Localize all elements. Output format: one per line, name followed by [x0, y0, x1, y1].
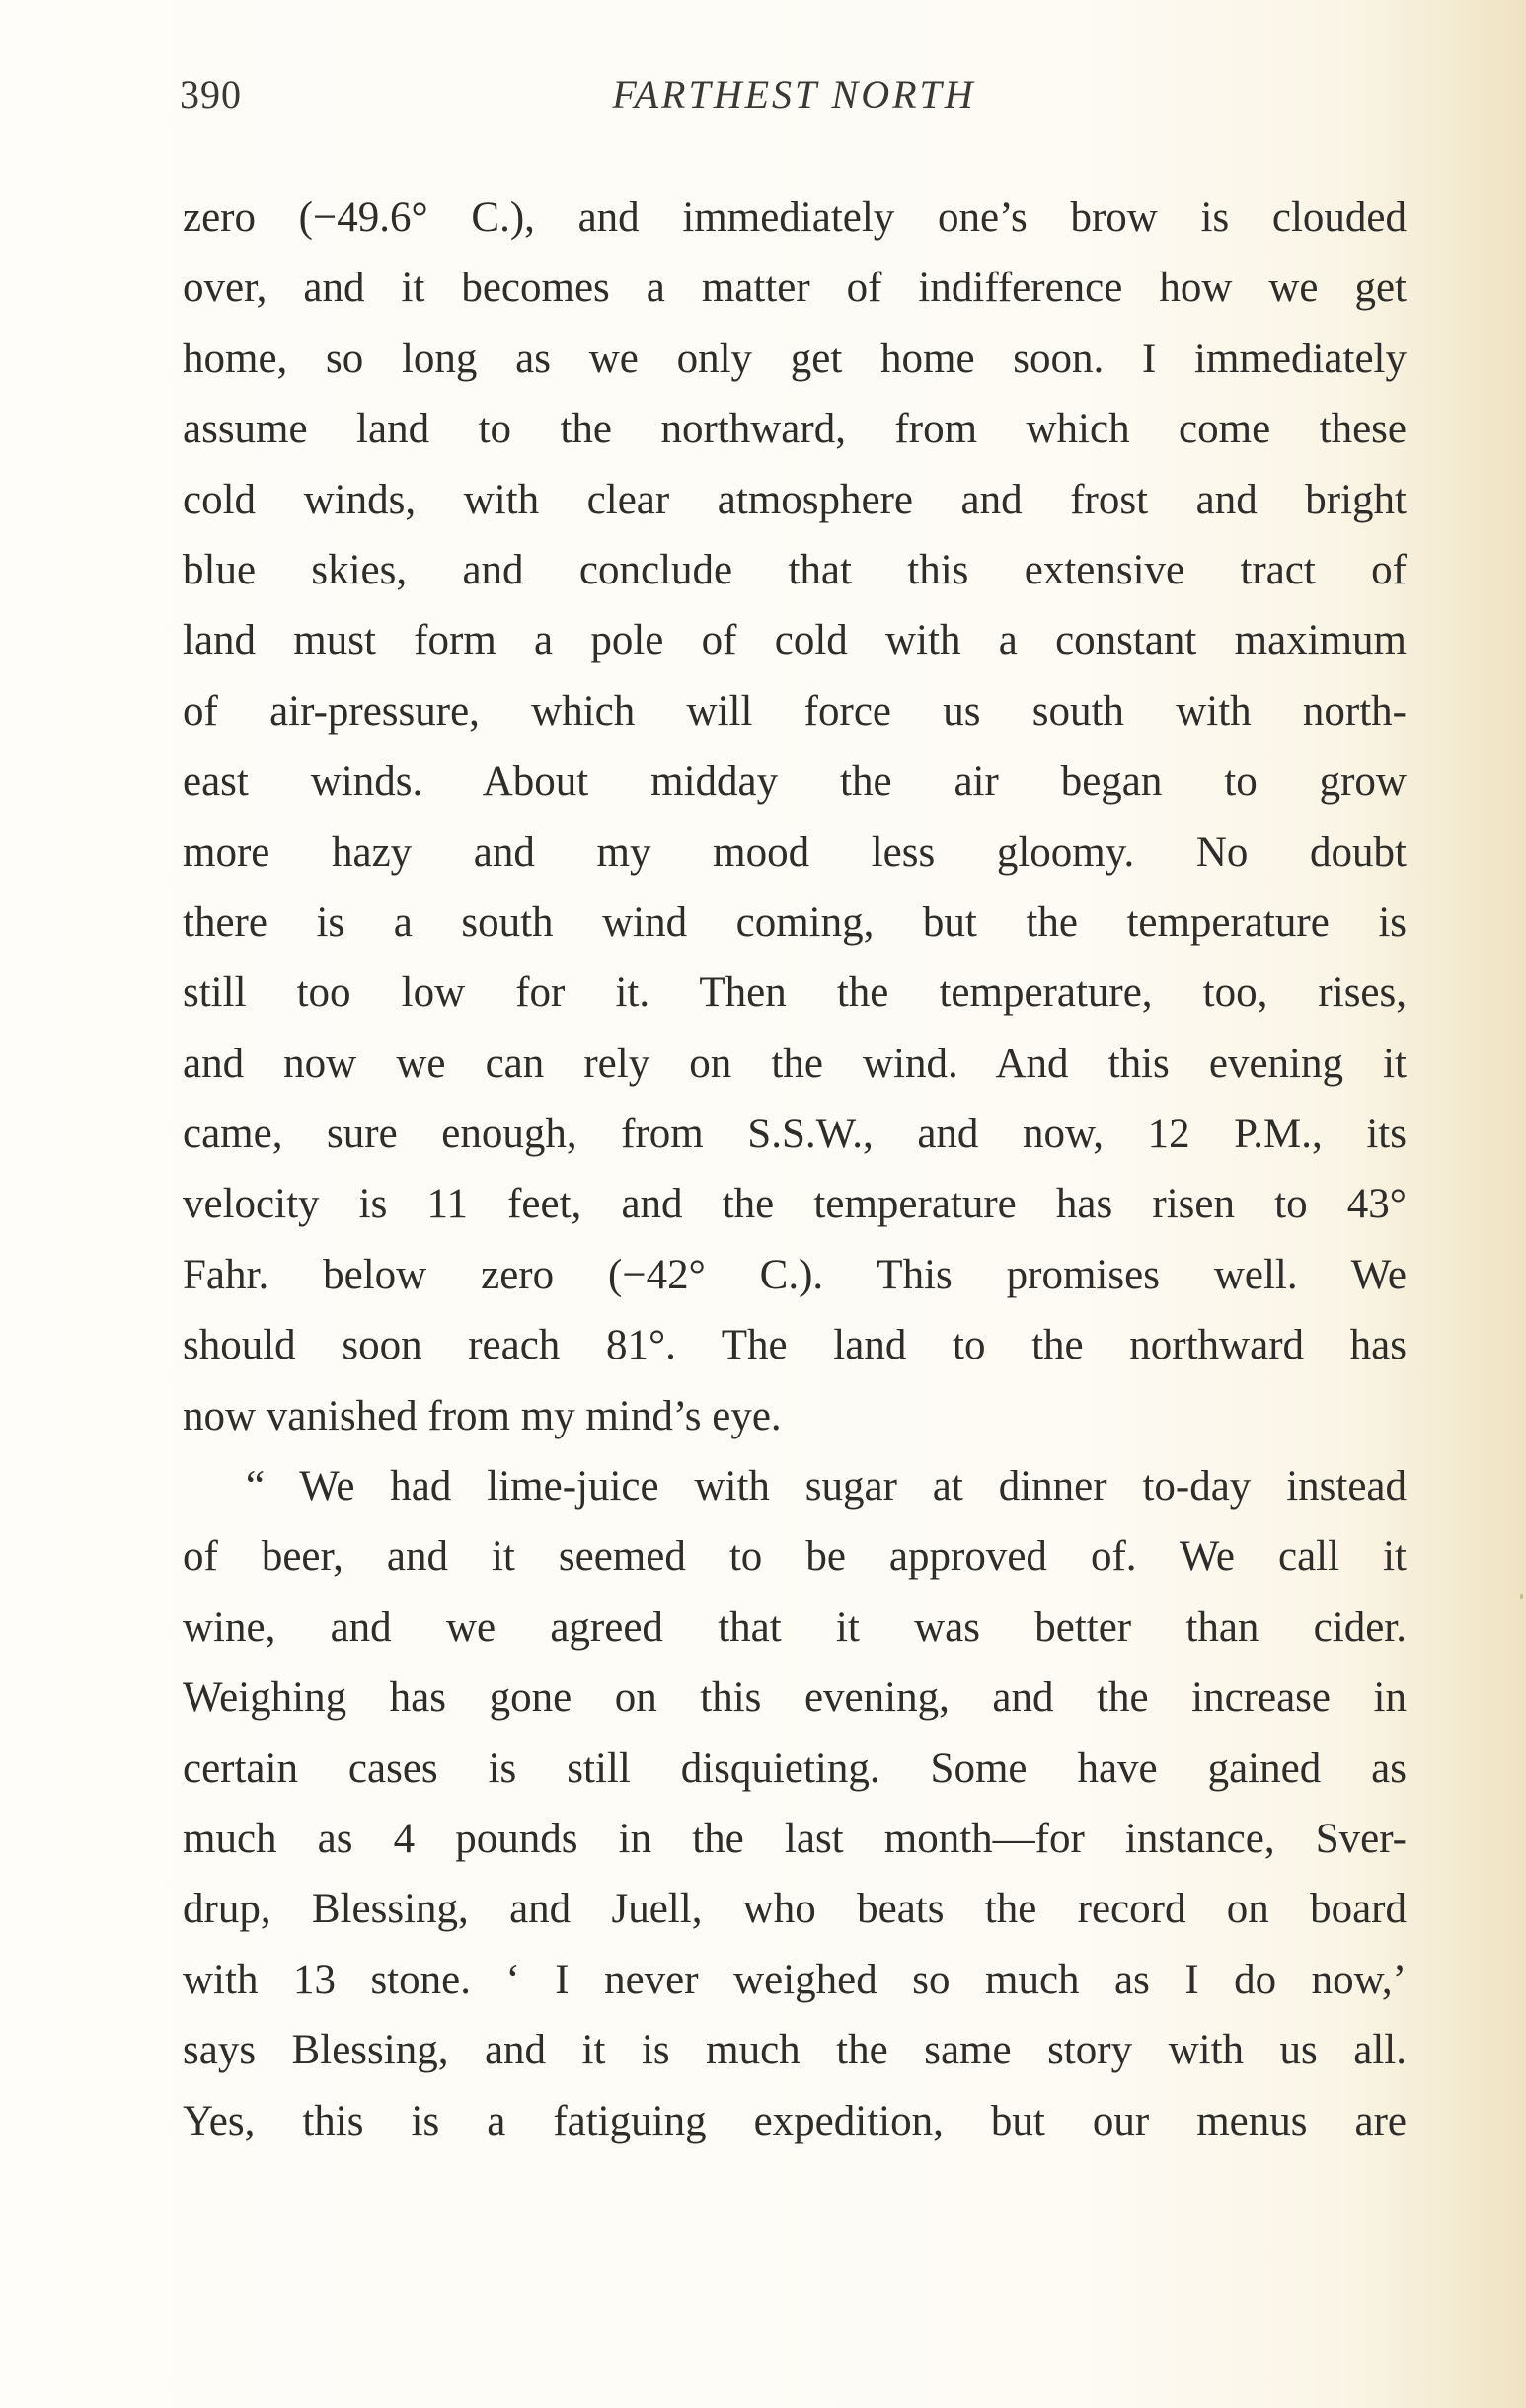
text-line: there is a south wind coming, but the temperature is — [183, 898, 1407, 946]
paragraph-start-line: “ We had lime-juice with sugar at dinner to-day instead — [246, 1463, 1407, 1511]
text-line: home, so long as we only get home soon. I immediately — [183, 335, 1407, 382]
text-line: much as 4 pounds in the last month—for instance, Sver- — [183, 1815, 1407, 1862]
running-title: FARTHEST NORTH — [612, 72, 976, 117]
text-line: east winds. About midday the air began to grow — [183, 758, 1407, 806]
text-line: should soon reach 81°. The land to the northward has — [183, 1322, 1407, 1369]
body-text — [183, 183, 1407, 2156]
paragraph-end-line: now vanished from my mind’s eye. — [183, 1392, 782, 1439]
text-line: and now we can rely on the wind. And this evening it — [183, 1040, 1407, 1087]
paper-speck — [1520, 1594, 1523, 1599]
text-line: of beer, and it seemed to be approved of. We call it — [183, 1533, 1407, 1581]
text-line: assume land to the northward, from which come these — [183, 406, 1407, 453]
text-line: says Blessing, and it is much the same story with us all. — [183, 2027, 1407, 2074]
page-number: 390 — [180, 72, 242, 117]
text-line: still too low for it. Then the temperature, too, rises, — [183, 970, 1407, 1017]
text-line: zero (−49.6° C.), and immediately one’s brow is clouded — [183, 194, 1407, 241]
text-line: Weighing has gone on this evening, and the increase in — [183, 1674, 1407, 1722]
text-line: Fahr. below zero (−42° C.). This promises well. We — [183, 1251, 1407, 1298]
text-line: drup, Blessing, and Juell, who beats the record on board — [183, 1886, 1407, 1933]
text-line: with 13 stone. ‘ I never weighed so much as I do now,’ — [183, 1956, 1407, 2003]
text-line: over, and it becomes a matter of indifference how we get — [183, 265, 1407, 312]
text-line: of air-pressure, which will force us south with north- — [183, 687, 1407, 735]
text-line: velocity is 11 feet, and the temperature has risen to 43° — [183, 1181, 1407, 1228]
text-line: came, sure enough, from S.S.W., and now, 12 P.M., its — [183, 1111, 1407, 1158]
page-header — [180, 71, 1409, 130]
text-line: cold winds, with clear atmosphere and frost and bright — [183, 476, 1407, 523]
text-line: certain cases is still disquieting. Some have gained as — [183, 1745, 1407, 1792]
text-line: more hazy and my mood less gloomy. No doubt — [183, 828, 1407, 876]
text-line: wine, and we agreed that it was better than cider. — [183, 1603, 1407, 1651]
text-line: land must form a pole of cold with a constant maximum — [183, 617, 1407, 664]
text-line: blue skies, and conclude that this extensive tract of — [183, 546, 1407, 593]
text-line: Yes, this is a fatiguing expedition, but our menus are — [183, 2097, 1407, 2144]
